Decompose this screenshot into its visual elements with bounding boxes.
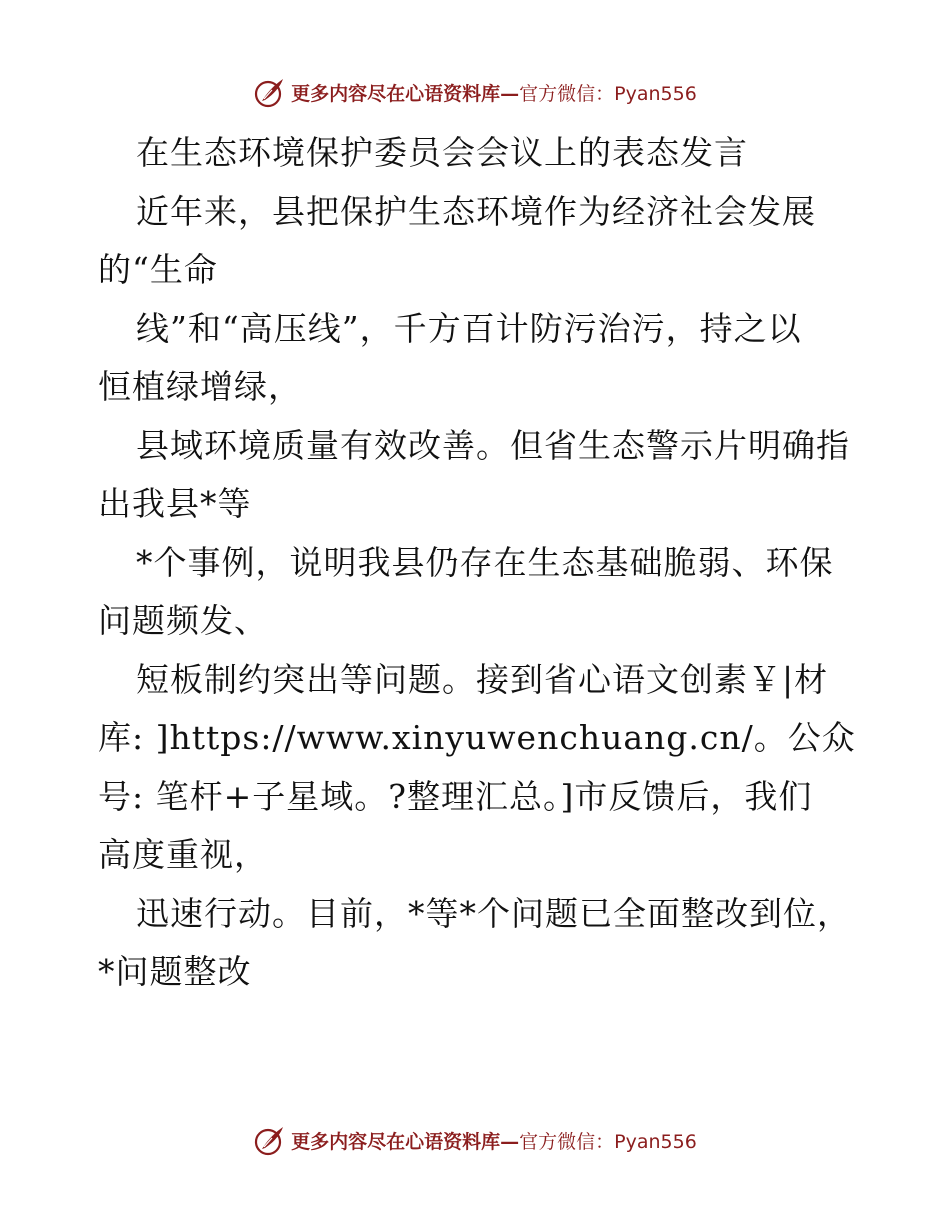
paragraph-line: 线”和“高压线”，千方百计防污治污，持之以 xyxy=(136,308,802,348)
header-brand-text: 更多内容尽在心语资料库— xyxy=(291,82,520,105)
paragraph-line: 县域环境质量有效改善。但省生态警示片明确指 xyxy=(136,425,850,465)
footer-wechat-text: 官方微信：Pyan556 xyxy=(519,1130,697,1153)
paragraph-line: 库: ]https://www.xinyuwenchuang.cn/。公众 xyxy=(98,718,856,757)
document-title: 在生态环境保护委员会会议上的表态发言 xyxy=(136,133,748,172)
paragraph-line: 短板制约突出等问题。接到省心语文创素￥|材 xyxy=(136,659,829,699)
paragraph-line: 的“生命 xyxy=(98,250,218,289)
footer-watermark xyxy=(0,1120,950,1160)
paragraph-line: 号: 笔杆+子星域。?整理汇总。]市反馈后，我们 xyxy=(98,776,813,816)
paragraph-line: 迅速行动。目前，*等*个问题已全面整改到位， xyxy=(136,893,851,933)
quill-logo-icon xyxy=(253,1123,287,1157)
paragraph-line: *问题整改 xyxy=(98,952,252,991)
paragraph-line: 近年来，县把保护生态环境作为经济社会发展 xyxy=(136,191,816,231)
header-wechat-text: 官方微信：Pyan556 xyxy=(519,82,697,105)
paragraph-line: 高度重视， xyxy=(98,835,268,874)
quill-logo-icon xyxy=(253,75,287,109)
paragraph-line: *个事例，说明我县仍存在生态基础脆弱、环保 xyxy=(136,542,834,582)
paragraph-line: 问题频发、 xyxy=(98,601,268,640)
header-watermark xyxy=(0,72,950,112)
footer-brand-text: 更多内容尽在心语资料库— xyxy=(291,1130,520,1153)
paragraph-line: 出我县*等 xyxy=(98,484,252,523)
paragraph-line: 恒植绿增绿， xyxy=(98,367,302,406)
document-body xyxy=(98,124,868,1002)
